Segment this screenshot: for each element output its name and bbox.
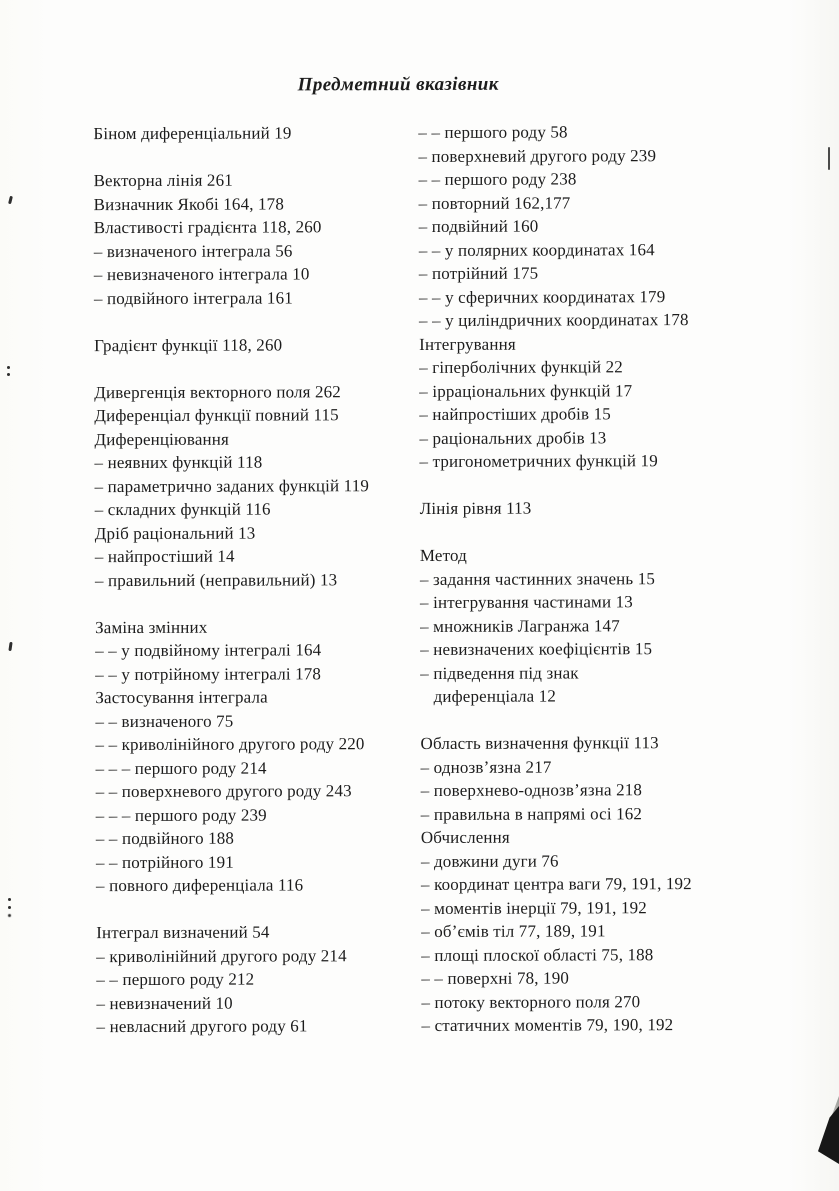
- index-entry: – – першого роду 212: [96, 969, 255, 990]
- blank-line: [420, 519, 832, 544]
- index-entry: – тригонометричних функцій 19: [419, 451, 658, 471]
- index-entry: – – у потрійному інтегралі 178: [95, 663, 322, 684]
- blank-line: [96, 897, 416, 922]
- index-entry: – статичних моментів 79, 190, 192: [421, 1015, 674, 1035]
- index-entry: Заміна змінних: [95, 617, 208, 637]
- index-entry: – задання частинних значень 15: [419, 568, 656, 589]
- index-entry: – площі плоскої області 75, 188: [421, 944, 654, 965]
- blank-line: [95, 591, 415, 616]
- ink-mark-semicolon: [8, 898, 11, 901]
- index-entry: – ірраціональних функцій 17: [419, 380, 633, 401]
- index-entry: Визначник Якобі 164, 178: [93, 193, 284, 214]
- index-entry: Дріб раціональний 13: [94, 523, 256, 543]
- index-entry: – повного диференціала 116: [95, 875, 304, 896]
- index-entry: – подвійний 160: [418, 216, 539, 237]
- index-entry: – об’ємів тіл 77, 189, 191: [421, 921, 606, 941]
- blank-line: [420, 707, 832, 732]
- index-entry: диференціала 12: [420, 686, 557, 706]
- index-entry: – невизначеного інтеграла 10: [93, 264, 310, 285]
- index-entry: – – у подвійному інтегралі 164: [95, 640, 322, 661]
- index-entry: Властивості градієнта 118, 260: [93, 217, 322, 238]
- index-entry: – однозв’язна 217: [420, 757, 552, 777]
- index-entry: Дивергенція векторного поля 262: [94, 381, 341, 402]
- index-entry: – невласний другого роду 61: [96, 1016, 308, 1037]
- index-entry: – найпростіших дробів 15: [419, 404, 611, 424]
- index-entry: Векторна лінія 261: [93, 170, 233, 191]
- index-entry: – – у циліндричних координатах 178: [419, 310, 689, 330]
- index-entry: – правильний (неправильний) 13: [94, 569, 338, 590]
- index-entry: – раціональних дробів 13: [419, 427, 607, 448]
- index-entry: – інтегрування частинами 13: [419, 592, 633, 612]
- index-entry: – повторний 162,177: [418, 192, 571, 213]
- blank-line: [94, 356, 414, 381]
- index-entry: – – першого роду 238: [418, 169, 577, 190]
- index-entry: Диференціал функції повний 115: [94, 405, 339, 426]
- index-entry: – – подвійного 188: [95, 828, 235, 849]
- index-entry: Область визначення функції 113: [420, 733, 659, 753]
- index-entry: – неявних функцій 118: [94, 452, 263, 473]
- index-entry: Інтеграл визначений 54: [96, 922, 270, 943]
- index-entry: – – потрійного 191: [95, 852, 234, 872]
- index-entry: Застосування інтеграла: [95, 687, 268, 708]
- index-entry: – – – першого роду 239: [95, 805, 267, 825]
- index-entry: – – у полярних координатах 164: [418, 239, 655, 260]
- index-entry: – підведення під знак: [420, 662, 579, 683]
- index-entry: – невизначений 10: [96, 993, 233, 1013]
- index-entry: – криволінійний другого роду 214: [96, 945, 347, 966]
- index-entry: – довжини дуги 76: [420, 851, 559, 871]
- index-entry: – координат центра ваги 79, 191, 192: [420, 874, 692, 894]
- index-entry: – складних функцій 116: [94, 499, 271, 520]
- index-entry: – правильна в напрямі осі 162: [420, 803, 643, 824]
- index-entry: – поверхневий другого роду 239: [418, 145, 657, 166]
- index-entry: – моментів інерції 79, 191, 192: [421, 897, 647, 918]
- index-entry: Обчислення: [420, 827, 510, 847]
- index-entry: Біном диференціальний 19: [93, 123, 292, 144]
- index-column-left: [93, 121, 416, 1039]
- index-entry: – визначеного інтеграла 56: [93, 240, 293, 261]
- blank-line: [93, 145, 413, 170]
- index-entry: Диференціювання: [94, 429, 230, 449]
- blank-line: [420, 472, 832, 497]
- ink-mark-right-edge: [828, 147, 830, 170]
- index-entry: Лінія рівня 113: [419, 498, 532, 518]
- index-entry: – – – першого роду 214: [95, 758, 267, 778]
- index-entry: – невизначених коефіцієнтів 15: [420, 639, 653, 659]
- index-entry: – параметрично заданих функцій 119: [94, 475, 370, 496]
- index-entry: – – визначеного 75: [95, 711, 234, 731]
- index-entry: Градієнт функції 118, 260: [94, 334, 283, 355]
- index-entry: – – у сферичних координатах 179: [418, 286, 666, 307]
- index-entry: – – криволінійного другого роду 220: [95, 734, 365, 755]
- index-entry: – найпростіший 14: [94, 546, 235, 567]
- index-entry: – потрійний 175: [418, 263, 539, 284]
- index-entry: – поверхнево-однозв’язна 218: [420, 780, 643, 800]
- index-entry: Інтегрування: [419, 334, 516, 354]
- page-title: Предметний вказівник: [297, 73, 499, 96]
- index-entry: – – поверхні 78, 190: [421, 968, 570, 988]
- index-entry: – – поверхневого другого роду 243: [95, 781, 352, 802]
- index-entry: – гіперболічних функцій 22: [419, 357, 623, 377]
- blank-line: [94, 309, 414, 334]
- index-entry: – потоку векторного поля 270: [421, 991, 641, 1012]
- index-entry: – множників Лагранжа 147: [420, 615, 620, 636]
- index-entry: Метод: [419, 545, 467, 565]
- index-column-right: [418, 120, 833, 1038]
- ink-mark-colon: [7, 366, 10, 369]
- index-entry: – подвійного інтеграла 161: [93, 287, 293, 308]
- index-entry: – – першого роду 58: [418, 122, 568, 143]
